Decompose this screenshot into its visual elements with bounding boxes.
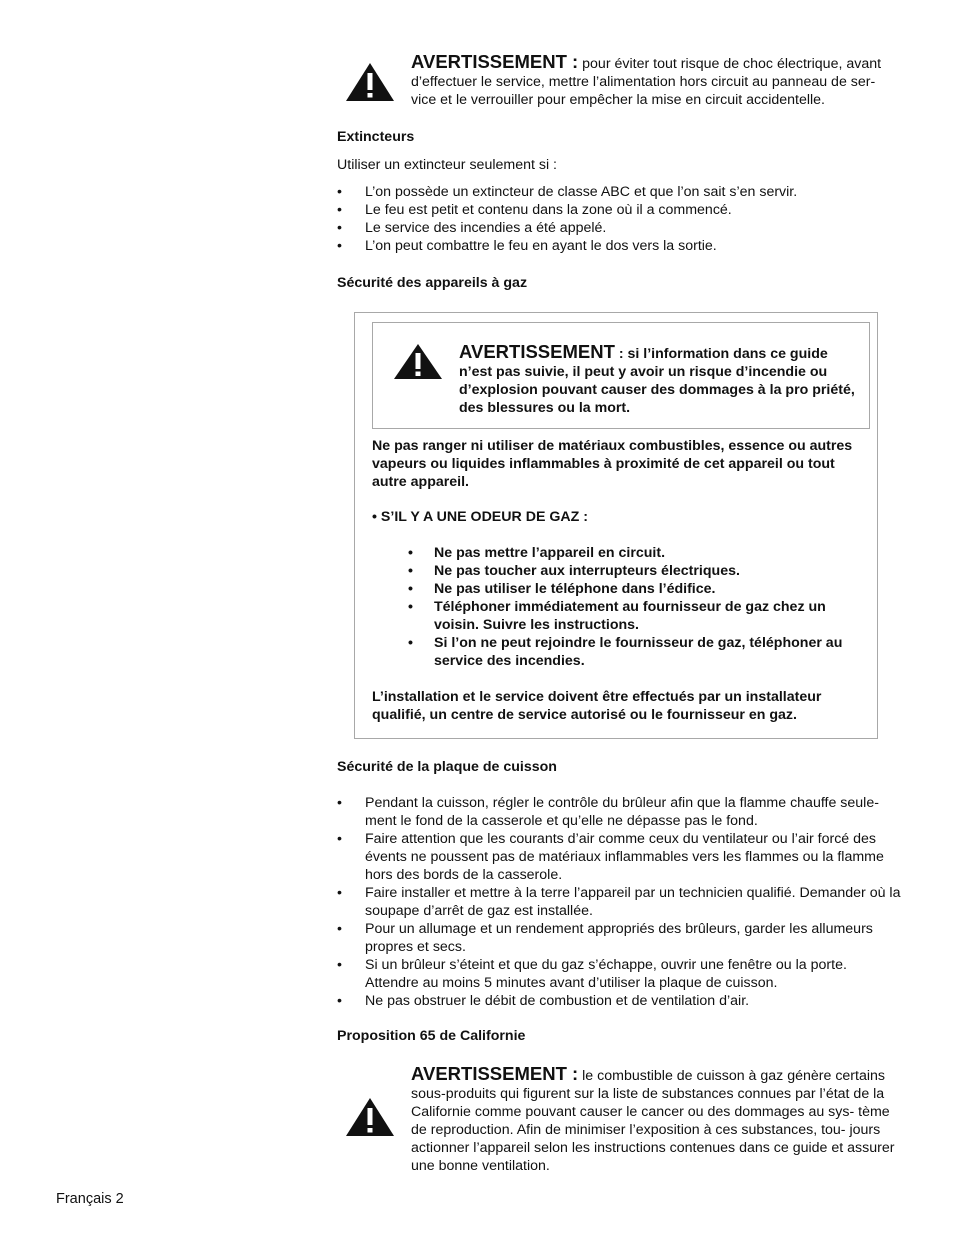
list-item: • Le feu est petit et contenu dans la zone où il a commencé.	[337, 201, 902, 219]
prop65-heading: Proposition 65 de Californie	[337, 1028, 526, 1044]
list-item: • Faire installer et mettre à la terre l’appareil par un technicien qualifié. Demander où la soupape d’arrêt de gaz est installée.	[337, 884, 902, 920]
list-item: • Pour un allumage et un rendement appropriés des brûleurs, garder les allumeurs propres et secs.	[337, 920, 902, 956]
list-item: • L’on peut combattre le feu en ayant le dos vers la sortie.	[337, 237, 902, 255]
warning-body: pour éviter tout risque de choc électrique, avant d’effectuer le service, mettre l’alimentation hors circuit au panneau de ser- vice et le verrouiller pour empêcher la mise en circuit accidentelle.	[411, 56, 882, 108]
list-item: • Pendant la cuisson, régler le contrôle du brûleur afin que la flamme chauffe seule- ment le fond de la casserole et qu’elle ne dépasse pas le fond.	[337, 794, 902, 830]
warning-title: AVERTISSEMENT :	[411, 51, 579, 72]
extincteurs-list	[337, 183, 902, 255]
warning-triangle-icon	[345, 62, 395, 102]
list-item: • Si l’on ne peut rejoindre le fournisseur de gaz, téléphoner au service des incendies.	[408, 634, 868, 670]
list-item: • Téléphoner immédiatement au fournisseur de gaz chez un voisin. Suivre les instructions.	[408, 598, 868, 634]
list-item: • Ne pas toucher aux interrupteurs électriques.	[408, 562, 868, 580]
cuisson-list	[337, 794, 902, 1010]
warning-electric	[411, 53, 903, 109]
warning-title: AVERTISSEMENT	[459, 341, 615, 362]
cuisson-heading: Sécurité de la plaque de cuisson	[337, 759, 557, 775]
page-number: Français 2	[56, 1191, 124, 1207]
list-item: • Le service des incendies a été appelé.	[337, 219, 902, 237]
gas-odor-list	[408, 544, 868, 670]
gas-storage-text: Ne pas ranger ni utiliser de matériaux combustibles, essence ou autres vapeurs ou liquides inflammables à proximité de cet appareil ou tout autre appareil.	[372, 438, 853, 490]
warning-prop65	[411, 1065, 903, 1175]
warning-body-first: : si l’information dans ce guide	[618, 346, 828, 362]
list-item: • Ne pas mettre l’appareil en circuit.	[408, 544, 868, 562]
extincteurs-heading: Extincteurs	[337, 129, 415, 145]
list-item: • Si un brûleur s’éteint et que du gaz s’échappe, ouvrir une fenêtre ou la porte. Attendre au moins 5 minutes avant d’utiliser la plaque de cuisson.	[337, 956, 902, 992]
gaz-heading: Sécurité des appareils à gaz	[337, 275, 528, 291]
list-item: • Ne pas obstruer le débit de combustion et de ventilation d’air.	[337, 992, 902, 1010]
list-item: • Ne pas utiliser le téléphone dans l’édifice.	[408, 580, 868, 598]
list-item: • L’on possède un extincteur de classe ABC et que l’on sait s’en servir.	[337, 183, 902, 201]
warning-triangle-icon	[393, 343, 443, 380]
extincteurs-intro: Utiliser un extincteur seulement si :	[337, 157, 557, 173]
gas-odor-heading: • S’IL Y A UNE ODEUR DE GAZ :	[372, 509, 588, 525]
warning-body: le combustible de cuisson à gaz génère certains sous-produits qui figurent sur la liste de substances connues par l’état de la Californie comme pouvant causer le cancer ou des dommages au sys- tème de reproduction. Afin de minimiser l’exposition à ces substances, tou- jours actionner l’appareil selon les instructions contenues dans ce guide et assurer une bonne ventilation.	[411, 1068, 895, 1174]
warning-body-rest: n’est pas suivie, il peut y avoir un risque d’incendie ou d’explosion pouvant causer des dommages à la pro priété, des blessures ou la mort.	[459, 364, 855, 416]
gas-installation-text: L’installation et le service doivent être effectués par un installateur qualifié, un centre de service autorisé ou le fournisseur en gaz.	[372, 689, 822, 723]
warning-title: AVERTISSEMENT :	[411, 1063, 579, 1084]
list-item: • Faire attention que les courants d’air comme ceux du ventilateur ou l’air forcé des évents ne poussent pas de matériaux inflammables vers les flammes ou la flamme hors des bords de la casserole.	[337, 830, 902, 884]
warning-triangle-icon	[345, 1097, 395, 1137]
gas-warning-text	[459, 343, 859, 417]
